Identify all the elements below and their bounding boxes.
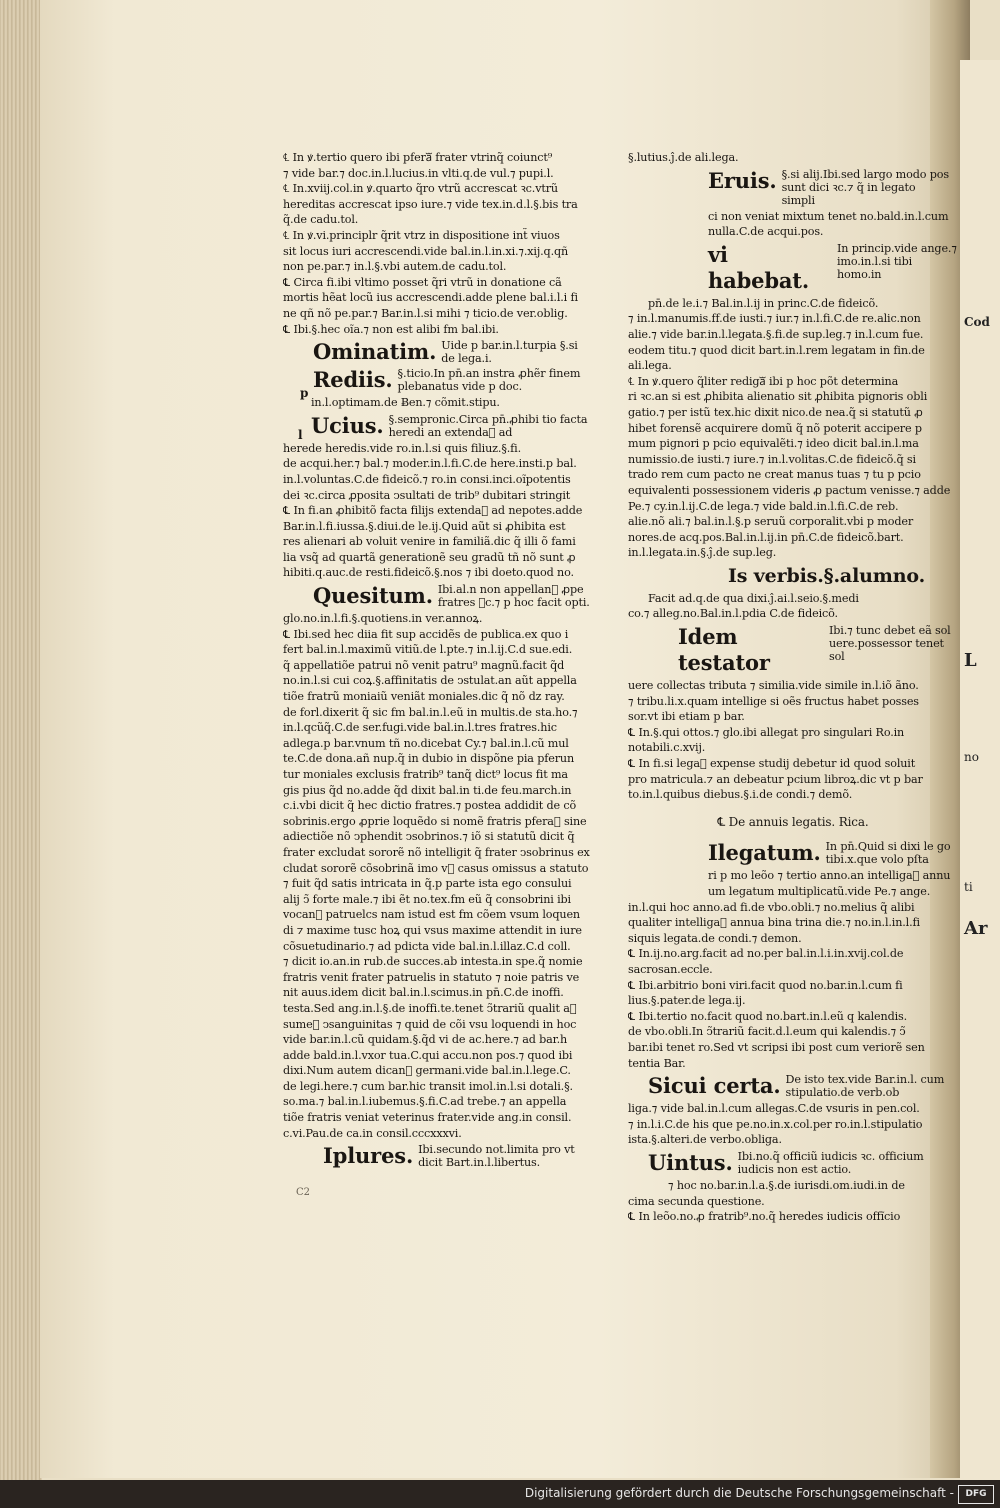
text-line: nit auus.idem dicit bal.in.l.scimus.in pn̄.C.de inoffi. <box>283 986 564 1000</box>
text-line: bar.ibi tenet ro.Sed vt scripsi ibi post cum veriorẽ sen <box>628 1040 925 1054</box>
text-line: cludat sororẽ cõsobrinã imo vᷓ casus omissus a statuto <box>283 861 589 875</box>
recto-page-fragment <box>960 60 1000 1480</box>
text-line: mortis hẽat locũ ius accrescendi.adde plene bal.i.l.i fi <box>283 291 578 305</box>
text-line: hibiti.q.auc.de resti.fideicõ.§.nos ⁊ ibi doeto.quod no. <box>283 566 574 580</box>
text-line: c.i.vbi dicit q̃ hec dictio fratres.⁊ postea addidit de cõ <box>283 799 577 813</box>
text-line: fert bal.in.l.maximũ vitiũ.de l.pte.⁊ in.l.ij.C.d sue.edi. <box>283 643 573 657</box>
text-line: ℄ In.ij.no.arg.facit ad no.per bal.in.l.i.in.xvij.col.de <box>628 947 904 961</box>
text-line: tiõe fratrũ moniaiũ veniãt moniales.dic q̃ nõ dz ray. <box>283 690 565 704</box>
text-line: qualiter intelligaᷓ annua bina trina die.⁊ no.in.l.in.l.fi <box>628 916 920 930</box>
lemma-heading <box>313 339 605 365</box>
lemma-rubric: Sicui certa. <box>648 1073 781 1099</box>
lemma-heading <box>648 1150 958 1176</box>
text-line: ℄ Ibi.§.hec oĩa.⁊ non est alibi fm bal.ibi. <box>283 322 499 336</box>
text-line: ℄ Ibi.arbitrio boni viri.facit quod no.bar.in.l.cum fi <box>628 978 903 992</box>
lemma-tail: §.si alij.Ibi.sed largo modo pos sunt dici ꝛc.⁊ q̃ in legato simpli <box>781 167 949 207</box>
text-line: vide bar.in.l.cũ quidam.§.q̃d vi de ac.here.⁊ ad bar.h <box>283 1033 568 1047</box>
right-text-column <box>628 150 958 1225</box>
text-line: ista.§.alteri.de verbo.obliga. <box>628 1133 782 1147</box>
text-line: di ⁊ maxime tusc hoꝝ qui vsus maxime attendit in iure <box>283 923 582 937</box>
text-line: de legi.here.⁊ cum bar.hic transit imol.in.l.si dotali.§. <box>283 1079 573 1093</box>
text-line: ⁊ dicit io.an.in rub.de succes.ab intesta.in spe.q̃ nomie <box>283 955 583 969</box>
text-line: gatio.⁊ per istũ tex.hic dixit nico.de nea.q̃ si statutũ ꝓ <box>628 405 923 419</box>
text-line: dei ꝛc.circa ꝓposita ↄsultati de trib⁹ dubitari stringit <box>283 488 571 502</box>
text-line: equivalenti possessionem videris ꝓ pactum venisse.⁊ adde <box>628 483 951 497</box>
text-line: ali.lega. <box>628 359 672 373</box>
text-line: ℄ In leõo.no.ꝓ fratrib⁹.no.q̃ heredes iudicis offĩcio <box>628 1210 901 1224</box>
text-line: trado rem cum pacto ne creat manus tuas ⁊ tu p pcio <box>628 468 921 482</box>
text-line: adde bald.in.l.vxor tua.C.qui accu.non pos.⁊ quod ibi <box>283 1048 573 1062</box>
lemma-heading <box>708 840 958 866</box>
text-line: tentia Bar. <box>628 1056 686 1070</box>
text-line: herede heredis.vide ro.in.l.si quis filiuz.§.fi. <box>283 441 521 455</box>
lemma-heading <box>313 367 605 393</box>
text-line: ⁊ tribu.li.x.quam intellige si oẽs fructus habet posses <box>628 694 919 708</box>
lemma-tail: Uide p bar.in.l.turpia §.si de lega.i. <box>441 339 578 366</box>
next-page-fragment: Ar <box>964 918 988 939</box>
text-line: lius.§.pater.de lega.ij. <box>628 994 746 1008</box>
text-line: Pe.⁊ cy.in.l.ij.C.de lega.⁊ vide bald.in.l.fi.C.de reb. <box>628 499 899 513</box>
dfg-logo: DFG <box>958 1485 994 1504</box>
text-line: alie.nõ ali.⁊ bal.in.l.§.p seruũ corporalit.vbi p moder <box>628 515 914 529</box>
text-line: ℄ Ibi.sed hec diia fit sup accidẽs de publica.ex quo i <box>283 627 569 641</box>
text-line: lia vsq̃ ad quartã generationẽ seu gradũ tñ nõ sunt ꝓ <box>283 550 576 564</box>
text-line: ri p mo leõo ⁊ tertio anno.an intelligaᷓ annu <box>708 869 951 883</box>
lemma-heading <box>678 624 958 676</box>
text-line: ri ꝛc.an si est ꝓhibita alienatio sit ꝓhibita pignoris obli <box>628 390 928 404</box>
text-line: de vbo.obli.In ↄ̃trariũ facit.d.l.eum qui kalendis.⁊ ↄ̃ <box>628 1025 906 1039</box>
text-line: uere collectas tributa ⁊ similia.vide simile in.l.iõ ãno. <box>628 679 919 693</box>
text-line: fratris venit frater patruelis in statuto ⁊ noie patris ve <box>283 970 580 984</box>
lemma-tail: §.ticio.In pn̄.an instra ꝓhẽr finem plebanatus vide p doc. <box>397 367 581 394</box>
digitization-footer <box>0 1480 1000 1508</box>
text-line: Facit ad.q.de qua dixi.ĵ.ai.l.seio.§.medi <box>648 591 859 605</box>
text-line: ne qñ nõ pe.par.⁊ Bar.in.l.si mihi ⁊ ticio.de ver.oblig. <box>283 306 568 320</box>
section-title: ℄ De annuis legatis. Rica. <box>717 814 869 829</box>
text-line: ℄ In ꝟ.quero q̃liter redigaᷓ ibi p hoc põt determina <box>628 374 899 388</box>
text-line: ℄ In fi.an ꝓhibitõ facta filijs extendaᷓ ad nepotes.adde <box>283 504 583 518</box>
text-line: liga.⁊ vide bal.in.l.cum allegas.C.de vsuris in pen.col. <box>628 1102 920 1116</box>
text-line: ci non veniat mixtum tenet no.bald.in.l.cum <box>708 209 949 223</box>
text-line: nulla.C.de acqui.pos. <box>708 225 824 239</box>
text-line: ℄ In ꝟ.tertio quero ibi pferaᷓ frater vtrinq̃ coiunct⁹ <box>283 151 553 164</box>
text-line: q̃ appellatiõe patrui nõ venit patru⁹ magnũ.facit q̃d <box>283 658 565 672</box>
lemma-heading <box>311 413 605 439</box>
text-line: ℄ In ꝟ.vi.principlr q̃rit vtrz in dispositione int̃ viuos <box>283 228 560 242</box>
lemma-tail: Ibi.al.n non appellanᷓ ꝓpe fratres ꝛc.⁊ p hoc facit opti. <box>437 583 590 610</box>
lemma-rubric: Ominatim. <box>313 339 437 365</box>
text-line: ℄ Circa fi.ibi vltimo posset q̃ri vtrũ in donatione cã <box>283 275 562 289</box>
text-line: cõsuetudinario.⁊ ad pdicta vide bal.in.l.illaz.C.d coll. <box>283 939 571 953</box>
lemma-rubric: Is verbis.§.alumno. <box>728 564 926 587</box>
next-page-fragment: Cod <box>964 315 990 329</box>
text-line: co.⁊ alleg.no.Bal.in.l.pdia C.de fideicõ. <box>628 607 838 621</box>
text-line: dixi.Num autem dicanᷓ germani.vide bal.in.l.lege.C. <box>283 1064 571 1078</box>
text-line: ⁊ vide bar.⁊ doc.in.l.lucius.in vlti.q.de vul.⁊ pupi.l. <box>283 166 554 180</box>
lemma-rubric: Uintus. <box>648 1149 733 1175</box>
lemma-rubric: vi habebat. <box>708 241 810 293</box>
text-line: tur moniales exclusis fratrib⁹ tanq̃ dict⁹ locus fit ma <box>283 768 568 781</box>
text-line: siquis legata.de condi.⁊ demon. <box>628 931 802 945</box>
text-line: ⁊ hoc no.bar.in.l.a.§.de iurisdi.om.iudi.in de <box>668 1178 905 1192</box>
text-line: numissio.de iusti.⁊ iure.⁊ in.l.volitas.C.de fideicõ.q̃ si <box>628 452 916 466</box>
lemma-rubric: Iplures. <box>323 1143 414 1169</box>
text-line: Bar.in.l.fi.iussa.§.diui.de le.ij.Quid aũt si ꝓhibita est <box>283 519 566 533</box>
text-line: vocanᷓ patruelcs nam istud est fm cõem vsum loquen <box>283 908 580 922</box>
text-line: res alienari ab voluit venire in familiã.dic q̃ illi õ fami <box>283 535 576 549</box>
text-line: hereditas accrescat ipso iure.⁊ vide tex.in.d.l.§.bis tra <box>283 197 578 211</box>
text-line: glo.no.in.l.fi.§.quotiens.in ver.annoꝝ. <box>283 612 483 626</box>
text-line: te.C.de dona.añ nup.q̃ in dubio in dispõne pia pferun <box>283 752 575 766</box>
lemma-tail: Ibi.no.q̃ officiũ iudicis ꝛc. officium iudicis non est actio. <box>737 1149 924 1176</box>
text-line: ℄ In.§.qui ottos.⁊ glo.ibi allegat pro singulari Ro.in <box>628 725 905 739</box>
lemma-tail: De isto tex.vide Bar.in.l. cum stipulatio.de verb.ob <box>785 1073 945 1100</box>
text-line: de acqui.her.⁊ bal.⁊ moder.in.l.fi.C.de here.insti.p bal. <box>283 457 577 471</box>
text-line: ℄ In fi.si legaᷓ expense studij debetur id quod soluit <box>628 757 916 771</box>
text-line: no.in.l.si cui coꝝ.§.affinitatis de ↄstulat.an aũt appella <box>283 674 577 688</box>
lemma-heading <box>313 583 605 609</box>
left-text-column <box>283 150 605 1171</box>
text-line: testa.Sed ang.in.l.§.de inoffi.te.tenet ↄ̃trariũ qualit aᷓ <box>283 1001 577 1015</box>
lemma-heading <box>708 168 958 207</box>
text-line: ℄ Ibi.tertio no.facit quod no.bart.in.l.eũ q kalendis. <box>628 1009 908 1023</box>
text-line: frater excludat sororẽ nõ intelligit q̃ frater ↄsobrinus ex <box>283 845 590 859</box>
text-line: in.l.qcũq̃.C.de ser.fugi.vide bal.in.l.tres fratres.hic <box>283 721 557 735</box>
lemma-tail: Ibi.secundo not.limita pro vt dicit Bart.in.l.libertus. <box>418 1143 575 1170</box>
text-line: de forl.dixerit q̃ sic fm bal.in.l.eũ in multis.de sta.ho.⁊ <box>283 705 578 719</box>
text-line: mum pignori p pcio equivalẽti.⁊ ideo dicit bal.in.l.ma <box>628 437 919 451</box>
lemma-rubric: Eruis. <box>708 167 777 193</box>
text-line: adlega.p bar.vnum tñ no.dicebat Cy.⁊ bal.in.l.cũ mul <box>283 736 569 750</box>
text-line: um legatum multiplicatũ.vide Pe.⁊ ange. <box>708 885 931 898</box>
text-line: ℄ In.xviij.col.in ꝟ.quarto q̃ro vtrũ accrescat ꝛc.vtrũ <box>283 182 558 196</box>
lemma-heading <box>708 242 958 294</box>
text-line: adiectiõe nõ ↄphendit ↄsobrinos.⁊ iõ si statutũ dicit q̃ <box>283 830 575 844</box>
text-line: ⁊ in.l.manumis.ff.de iusti.⁊ iur.⁊ in.l.fi.C.de re.alic.non <box>628 312 921 326</box>
text-line: in.l.optimam.de Ƀen.⁊ cõmit.stipu. <box>311 396 500 410</box>
text-line: alij ↄ̃ forte male.⁊ ibi ẽt no.tex.fm eũ q̃ consobrini ibi <box>283 892 571 906</box>
text-line: non pe.par.⁊ in.l.§.vbi autem.de cadu.tol. <box>283 260 507 274</box>
text-line: q̃.de cadu.tol. <box>283 213 359 227</box>
next-page-fragment: no <box>964 750 979 764</box>
text-line: in.l.voluntas.C.de fideicõ.⁊ ro.in consi.inci.oĩpotentis <box>283 472 571 486</box>
next-page-fragment: L <box>964 650 977 671</box>
text-line: §.lutius.ĵ.de ali.lega. <box>628 151 739 164</box>
text-line: ⁊ in.l.i.C.de his que pe.no.in.x.col.per ro.in.l.stipulatio <box>628 1117 923 1131</box>
book-page-edges <box>0 0 42 1480</box>
text-line: in.l.legata.in.§.ĵ.de sup.leg. <box>628 546 777 560</box>
text-line: sacrosan.eccle. <box>628 962 713 976</box>
lemma-rubric: Ilegatum. <box>708 840 821 866</box>
margin-letter: p <box>300 386 309 400</box>
text-line: eodem titu.⁊ quod dicit bart.in.l.rem legatam in fin.de <box>628 343 925 357</box>
text-line: ⁊ fuit q̃d satis intricata in q̃.p parte ista ego consului <box>283 877 572 891</box>
lemma-rubric: Ucius. <box>311 412 384 438</box>
text-line: c.vi.Pau.de ca.in consil.cccxxxvi. <box>283 1126 462 1140</box>
funding-credit: Digitalisierung gefördert durch die Deutsche Forschungsgemeinschaft - <box>524 1486 954 1500</box>
text-line: pn̄.de le.i.⁊ Bal.in.l.ij in princ.C.de fideicõ. <box>648 296 879 310</box>
lemma-heading <box>323 1143 605 1169</box>
text-line: pro matricula.⁊ an debeatur pcium libroꝝ.dic vt p bar <box>628 772 923 786</box>
signature-mark: C2 <box>296 1187 311 1198</box>
text-line: notabili.c.xvij. <box>628 741 706 755</box>
text-line: to.in.l.quibus diebus.§.i.de condi.⁊ demõ. <box>628 788 853 802</box>
text-line: cima secunda questione. <box>628 1194 765 1208</box>
lemma-tail: §.sempronic.Circa pn̄.ꝓhibi tio facta heredi an extendaᷓ ad <box>388 412 588 439</box>
text-line: sumeᷓ ↄsanguinitas ⁊ quid de cõi vsu loquendi in hoc <box>283 1017 577 1031</box>
next-page-fragment: ti <box>964 880 973 894</box>
text-line: nores.de acq.pos.Bal.in.l.ij.in pn̄.C.de fideicõ.bart. <box>628 530 904 544</box>
text-line: gis pius q̃d no.adde q̃d dixit bal.in ti.de feu.march.in <box>283 783 572 797</box>
lemma-tail: In princip.vide ange.⁊ imo.in.l.si tibi homo.in <box>836 241 957 281</box>
lemma-heading <box>728 563 958 589</box>
lemma-tail: Ibi.⁊ tunc debet eã sol uere.possessor tenet sol <box>828 624 951 664</box>
margin-letter: l <box>298 428 303 442</box>
text-line: sor.vt ibi etiam p bar. <box>628 710 745 724</box>
text-line: in.l.qui hoc anno.ad fi.de vbo.obli.⁊ no.melius q̃ alibi <box>628 900 915 914</box>
text-line: so.ma.⁊ bal.in.l.iubemus.§.fi.C.ad trebe.⁊ an appella <box>283 1095 567 1109</box>
lemma-rubric: Idem testator <box>678 624 770 676</box>
text-line: hibet forensẽ acquirere domũ q̃ nõ poterit accipere p <box>628 421 922 435</box>
text-line: sobrinis.ergo ꝓprie loquẽdo si nomẽ fratris pferaᷓ sine <box>283 814 587 828</box>
text-line: tiõe fratris veniat veterinus frater.vide ang.in consil. <box>283 1111 572 1125</box>
text-line: alie.⁊ vide bar.in.l.legata.§.fi.de sup.leg.⁊ in.l.cum fue. <box>628 327 924 341</box>
lemma-heading <box>648 1073 958 1099</box>
lemma-tail: In pn̄.Quid si dixi le go tibi.x.que volo pſta <box>825 840 951 867</box>
lemma-rubric: Rediis. <box>313 367 393 393</box>
lemma-rubric: Quesitum. <box>313 583 433 609</box>
text-line: sit locus iuri accrescendi.vide bal.in.l.in.xi.⁊.xij.q.qñ <box>283 244 569 258</box>
